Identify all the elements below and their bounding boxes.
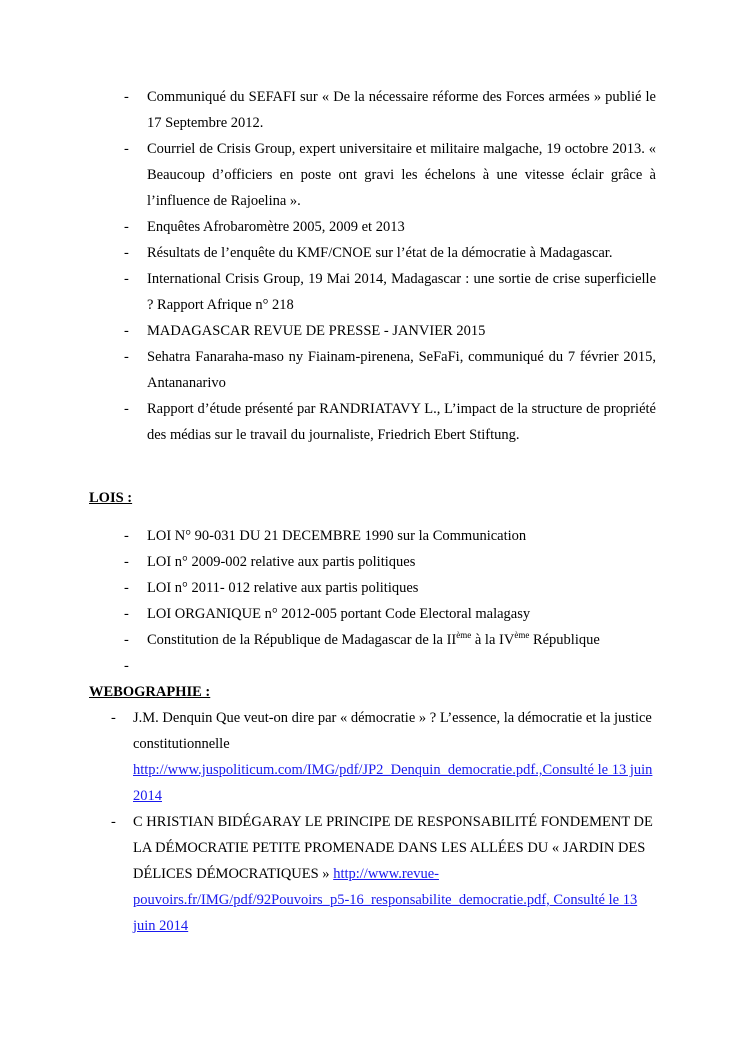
bullet-dash: - [124,401,129,417]
source-text: Courriel de Crisis Group, expert universitaire et militaire malgache, 19 octobre 2013. « Beaucoup d’officiers en poste ont gravi les échelons à une vitesse éclair grâce à l’influence de Rajoelina ». [147,141,656,209]
list-item [0,627,707,653]
web-text: J.M. Denquin Que veut-on dire par « démocratie » ? L’essence, la démocratie et la justice constitutionnelle [133,710,652,752]
web-link[interactable]: http://www.revue-pouvoirs.fr/IMG/pdf/92Pouvoirs_p5-16_responsabilite_democratie.pdf, Consulté le 13 juin 2014 [133,866,638,934]
web-link[interactable]: http://www.juspoliticum.com/IMG/pdf/JP2_Denquin_democratie.pdf.,Consulté le 13 juin 2014 [133,762,653,804]
lois-list [0,523,707,679]
source-text: International Crisis Group, 19 Mai 2014, Madagascar : une sortie de crise superficielle ? Rapport Afrique n° 218 [147,271,656,313]
bullet-dash: - [124,141,129,157]
list-item [0,601,707,627]
loi-text: LOI N° 90-031 DU 21 DECEMBRE 1990 sur la Communication [147,528,527,544]
webographie-heading: WEBOGRAPHIE : [89,684,211,700]
loi-text: LOI n° 2011- 012 relative aux partis politiques [147,580,419,596]
list-item [0,549,707,575]
list-item [0,705,655,809]
sources-list [0,84,656,448]
list-item [0,318,656,344]
list-item [0,84,656,136]
web-text: C HRISTIAN BIDÉGARAY LE PRINCIPE DE RESPONSABILITÉ FONDEMENT DE LA DÉMOCRATIE PETITE PROMENADE DANS LES ALLÉES DU « JARDIN DES DÉLICES DÉMOCRATIQUES » [133,814,653,882]
bullet-dash: - [124,219,129,235]
bullet-dash: - [111,710,116,726]
bullet-dash: - [124,528,129,544]
bullet-dash: - [124,349,129,365]
loi-text: LOI ORGANIQUE n° 2012-005 portant Code Electoral malagasy [147,606,531,622]
list-item [0,575,707,601]
bullet-dash: - [124,271,129,287]
source-text: Enquêtes Afrobaromètre 2005, 2009 et 2013 [147,219,405,235]
bullet-dash: - [124,580,129,596]
list-item [0,523,707,549]
empty-list-item [0,653,707,679]
loi-text: LOI n° 2009-002 relative aux partis politiques [147,554,416,570]
constitution-part: République [529,632,600,648]
bullet-dash: - [124,658,129,674]
bullet-dash: - [124,606,129,622]
bullet-dash: - [124,323,129,339]
list-item [0,136,656,214]
list-item [0,266,656,318]
superscript: ème [514,630,530,641]
constitution-text [147,632,600,648]
bullet-dash: - [124,632,129,648]
list-item [0,396,656,448]
list-item [0,240,656,266]
constitution-part: à la IV [471,632,515,648]
bullet-dash: - [124,245,129,261]
source-text: Rapport d’étude présenté par RANDRIATAVY L., L’impact de la structure de propriété des médias sur le travail du journaliste, Friedrich Ebert Stiftung. [147,401,656,443]
list-item [0,344,656,396]
list-item [0,214,656,240]
list-item [0,809,655,939]
source-text: Sehatra Fanaraha-maso ny Fiainam-pirenena, SeFaFi, communiqué du 7 février 2015, Antananarivo [147,349,656,391]
bullet-dash: - [124,554,129,570]
source-text: MADAGASCAR REVUE DE PRESSE - JANVIER 2015 [147,323,486,339]
superscript: ème [456,630,472,641]
source-text: Communiqué du SEFAFI sur « De la nécessaire réforme des Forces armées » publié le 17 Septembre 2012. [147,89,656,131]
constitution-part: Constitution de la République de Madagascar de la II [147,632,457,648]
bullet-dash: - [124,89,129,105]
lois-heading: LOIS : [89,490,133,506]
bullet-dash: - [111,814,116,830]
source-text: Résultats de l’enquête du KMF/CNOE sur l’état de la démocratie à Madagascar. [147,245,613,261]
webographie-list [0,705,655,939]
